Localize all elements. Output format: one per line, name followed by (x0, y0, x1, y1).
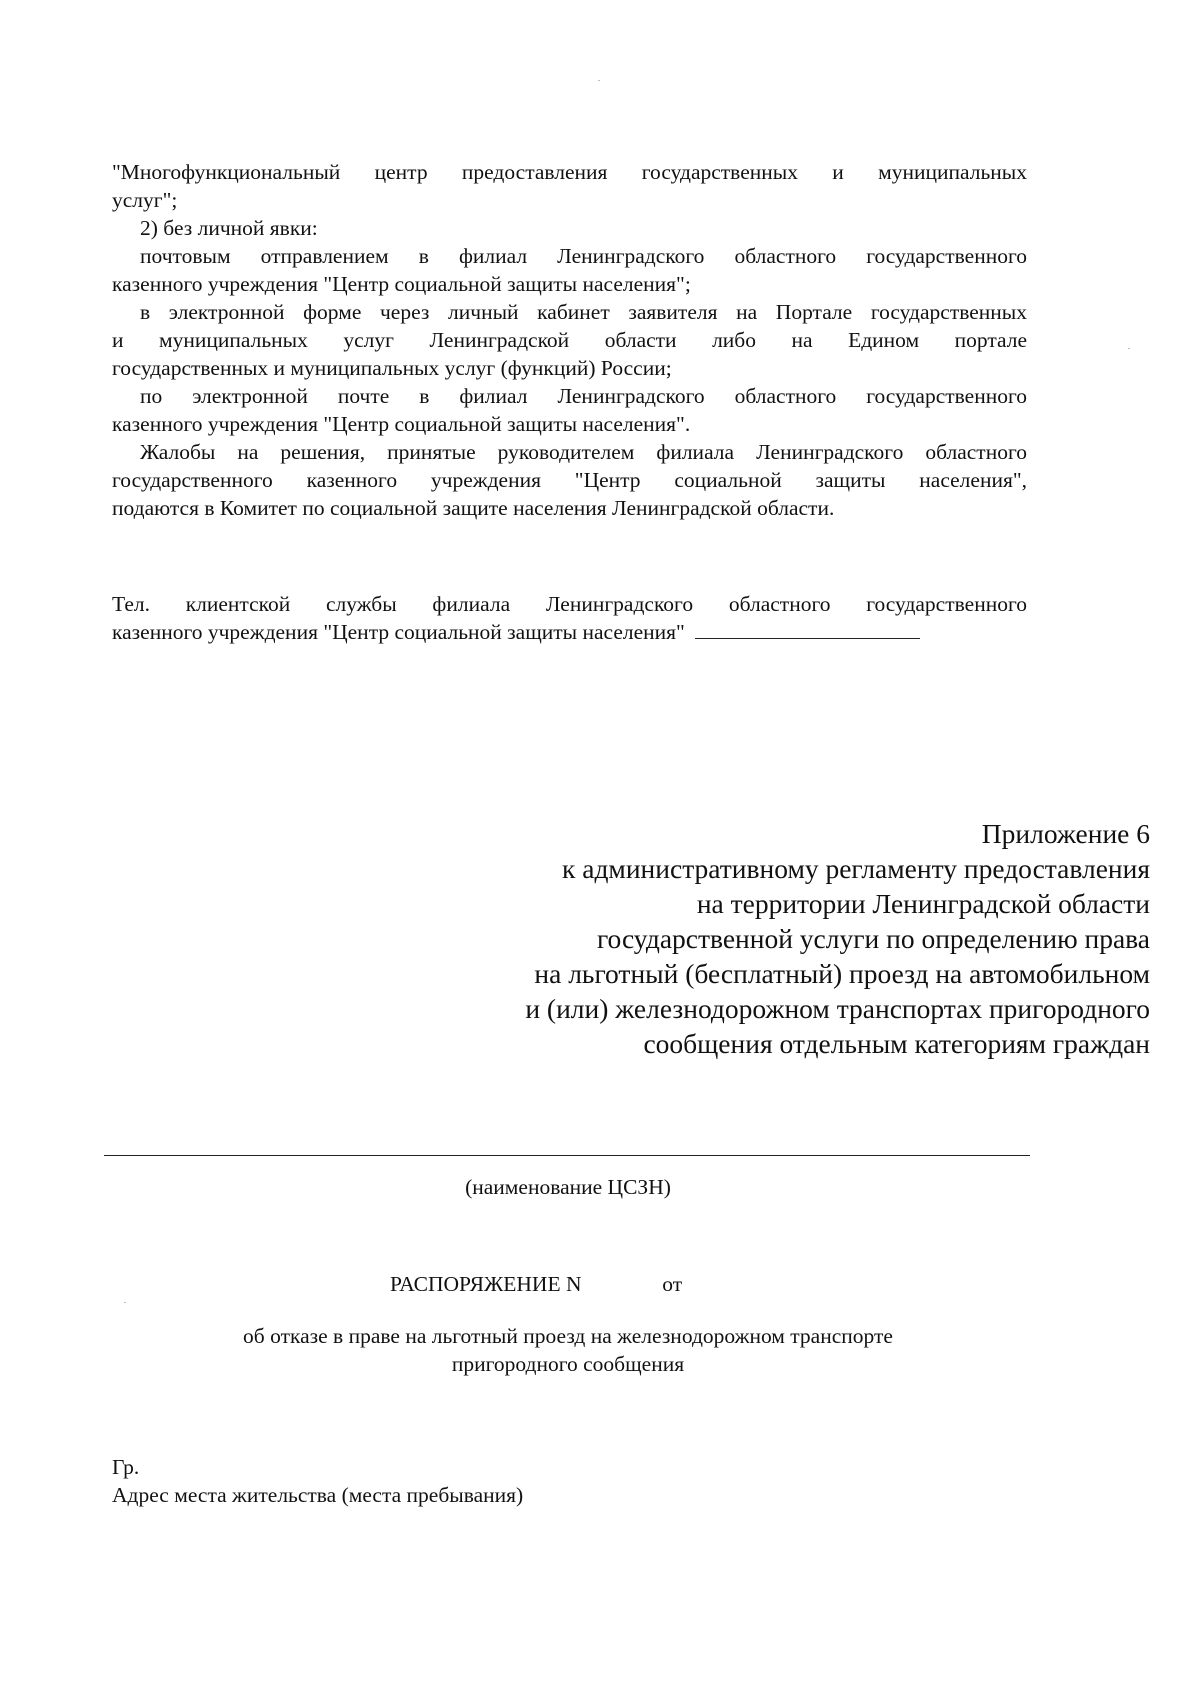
text-line: почтовым отправлением в филиал Ленинградского областного государственного (140, 244, 1027, 268)
phone-line: Тел. клиентской службы филиала Ленинградского областного государственного (112, 592, 1027, 616)
text-line: государственных и муниципальных услуг (функций) России; (112, 356, 672, 380)
appendix-line: к административному регламенту предоставления (562, 853, 1150, 884)
appendix-line: на территории Ленинградской области (696, 888, 1150, 919)
phone-blank (695, 618, 920, 639)
procedure-text (112, 158, 1027, 522)
appendix-line: и (или) железнодорожном транспортах пригородного (525, 993, 1150, 1024)
text-line: и муниципальных услуг Ленинградской области либо на Едином портале (112, 328, 1027, 352)
scan-speck (124, 1302, 126, 1303)
text-line: услуг"; (112, 188, 178, 212)
text-line: казенного учреждения "Центр социальной защиты населения"; (112, 272, 691, 296)
order-subject-line: об отказе в праве на льготный проезд на железнодорожном транспорте (243, 1324, 893, 1348)
recipient-section (112, 1453, 1027, 1509)
org-name-rule (104, 1155, 1030, 1156)
phone-label: казенного учреждения "Центр социальной защиты населения" (112, 620, 685, 644)
text-line: по электронной почте в филиал Ленинградского областного государственного (140, 384, 1027, 408)
text-line: в электронной форме через личный кабинет заявителя на Портале государственных (140, 300, 1027, 324)
appendix-line: на льготный (бесплатный) проезд на автомобильном (534, 958, 1150, 989)
recipient-address-label: Адрес места жительства (места пребывания) (112, 1483, 524, 1507)
scan-speck (1128, 348, 1130, 349)
appendix-header (450, 816, 1150, 1061)
order-date-label: от (662, 1272, 683, 1296)
appendix-title: Приложение 6 (981, 818, 1150, 849)
order-title: РАСПОРЯЖЕНИЕ N (390, 1272, 582, 1296)
phone-line (112, 618, 1027, 646)
text-line: "Многофункциональный центр предоставления государственных и муниципальных (112, 160, 1027, 184)
text-line: государственного казенного учреждения "Центр социальной защиты населения", (112, 468, 1027, 492)
scan-speck (598, 80, 600, 81)
phone-section (112, 590, 1027, 646)
org-caption: (наименование ЦСЗН) (465, 1175, 671, 1199)
text-line: Жалобы на решения, принятые руководителем филиала Ленинградского областного (140, 440, 1027, 464)
appendix-line: сообщения отдельным категориям граждан (643, 1028, 1150, 1059)
order-heading (390, 1270, 682, 1298)
appendix-line: государственной услуги по определению права (596, 923, 1150, 954)
text-line: 2) без личной явки: (140, 216, 318, 240)
order-subject (0, 1322, 1136, 1378)
order-subject-line: пригородного сообщения (451, 1352, 685, 1376)
text-line: казенного учреждения "Центр социальной защиты населения". (112, 412, 691, 436)
text-line: подаются в Комитет по социальной защите населения Ленинградской области. (112, 496, 835, 520)
recipient-name-label: Гр. (112, 1455, 140, 1479)
